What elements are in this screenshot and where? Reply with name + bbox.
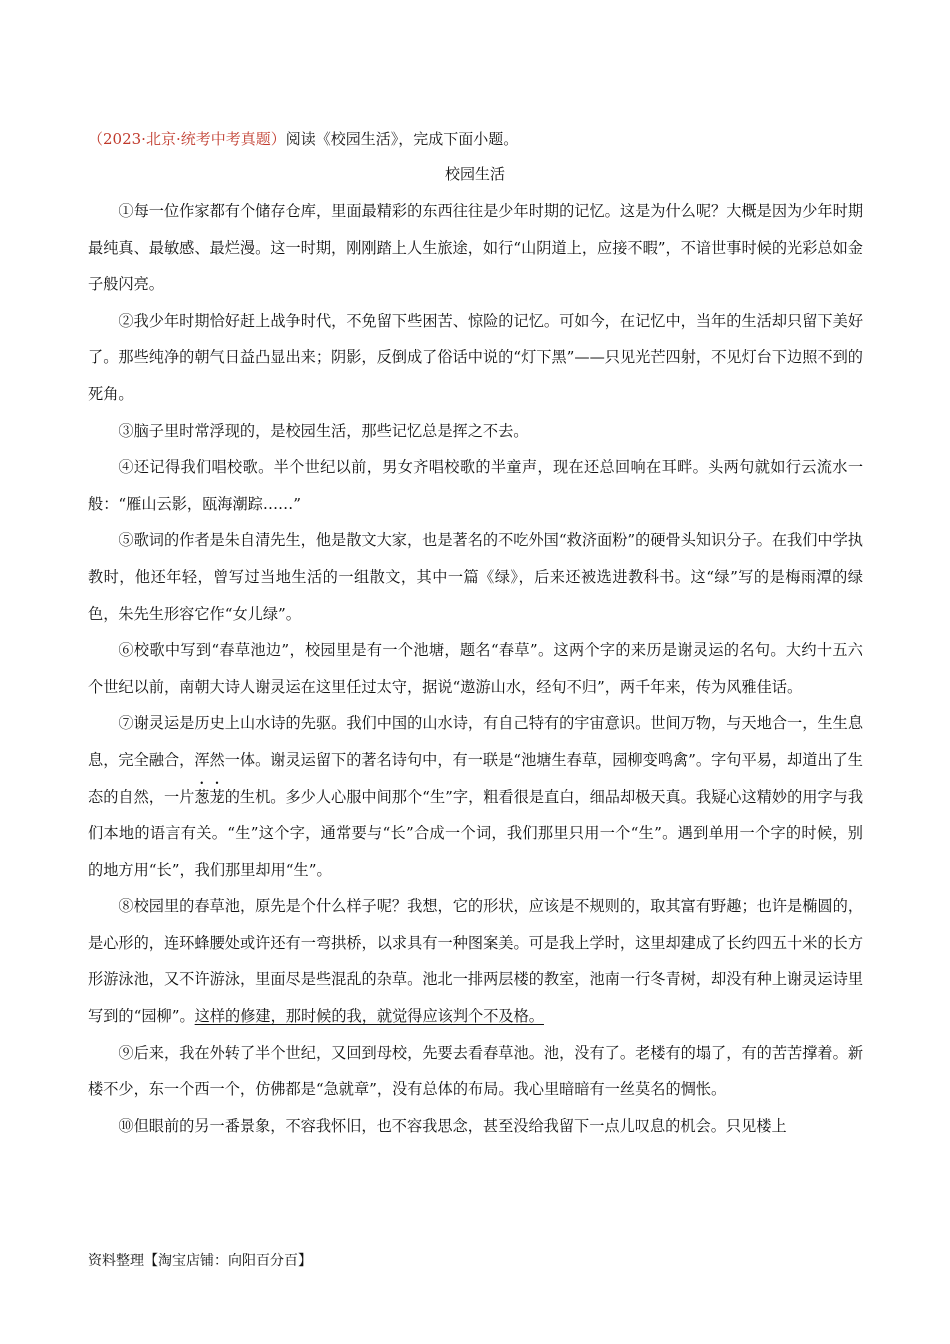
question-instruction: 阅读《校园生活》，完成下面小题。	[285, 130, 519, 148]
paragraph-4: ④还记得我们唱校歌。半个世纪以前，男女齐唱校歌的半童声，现在还总回响在耳畔。头两句就如行云流水一般：“雁山云影，瓯海潮踪……”	[88, 458, 863, 513]
underlined-sentence: 这样的修建，那时候的我，就觉得应该判个不及格。	[194, 1007, 544, 1026]
emphasized-word: 葱茏	[194, 787, 225, 806]
paragraph-10: ⑩但眼前的另一番景象，不容我怀旧，也不容我思念，甚至没给我留下一点儿叹息的机会。只见楼上	[118, 1116, 787, 1135]
paragraph-5: ⑤歌词的作者是朱自清先生，他是散文大家，也是著名的不吃外国“救济面粉”的硬骨头知识分子。在我们中学执教时，他还年轻，曾写过当地生活的一组散文，其中一篇《绿》，后来还被选进教科书。这“绿”写的是梅雨潭的绿色，朱先生形容它作“女儿绿”。	[88, 531, 863, 623]
paragraph-1: ①每一位作家都有个储存仓库，里面最精彩的东西往往是少年时期的记忆。这是为什么呢？大概是因为少年时期最纯真、最敏感、最烂漫。这一时期，刚刚踏上人生旅途，如行“山阴道上，应接不暇”，不谙世事时候的光彩总如金子般闪亮。	[88, 202, 863, 294]
article-body	[88, 193, 863, 1144]
paragraph-8-part-1: ⑧校园里的春草池，原先是个什么样子呢？我想，它的形状，应该是不规则的，取其富有野趣；也许是椭圆的，是心形的，连环蜂腰处或许还有一弯拱桥，以求具有一种图案美。可是我上学时，这里却建成了长约四五十米的长方形游泳池，又不许游泳，里面尽是些混乱的杂草。池北一排两层楼的教室，池南一行冬青树，却没有种上谢灵运诗里写到的“园柳”。	[88, 897, 863, 1026]
paragraph-2: ②我少年时期恰好赶上战争时代，不免留下些困苦、惊险的记忆。可如今，在记忆中，当年的生活却只留下美好了。那些纯净的朝气日益凸显出来；阴影，反倒成了俗话中说的“灯下黑”——只见光芒四射，不见灯台下边照不到的死角。	[88, 311, 863, 403]
paragraph-7	[88, 705, 863, 888]
exam-source: （2023·北京·统考中考真题）	[88, 130, 286, 148]
article-title: 校园生活	[444, 165, 505, 183]
question-intro	[88, 128, 878, 150]
page-footer: 资料整理【淘宝店铺：向阳百分百】	[88, 1253, 312, 1269]
paragraph-3: ③脑子里时常浮现的，是校园生活，那些记忆总是挥之不去。	[118, 421, 529, 440]
paragraph-7-part-2: 的生机。多少人心服中间那个“生”字，粗看很是直白，细品却极天真。我疑心这精妙的用字与我们本地的语言有关。“生”这个字，通常要与“长”合成一个词，我们那里只用一个“生”。遇到单用一个字的时候，别的地方用“长”，我们那里却用“生”。	[88, 787, 864, 879]
paragraph-7-part-1: ⑦谢灵运是历史上山水诗的先驱。我们中国的山水诗，有自己特有的宇宙意识。世间万物，与天地合一，生生息息，完全融合，浑然一体。谢灵运留下的著名诗句中，有一联是“池塘生春草，园柳变鸣禽”。字句平易，却道出了生态的自然，一片	[88, 714, 863, 806]
paragraph-9: ⑨后来，我在外转了半个世纪，又回到母校，先要去看春草池。池，没有了。老楼有的塌了，有的苦苦撑着。新楼不少，东一个西一个，仿佛都是“急就章”，没有总体的布局。我心里暗暗有一丝莫名的惆怅。	[88, 1043, 863, 1099]
paragraph-8	[88, 888, 863, 1034]
paragraph-6: ⑥校歌中写到“春草池边”，校园里是有一个池塘，题名“春草”。这两个字的来历是谢灵运的名句。大约十五六个世纪以前，南朝大诗人谢灵运在这里任过太守，据说“遨游山水，经旬不归”，两千年来，传为风雅佳话。	[88, 641, 863, 696]
